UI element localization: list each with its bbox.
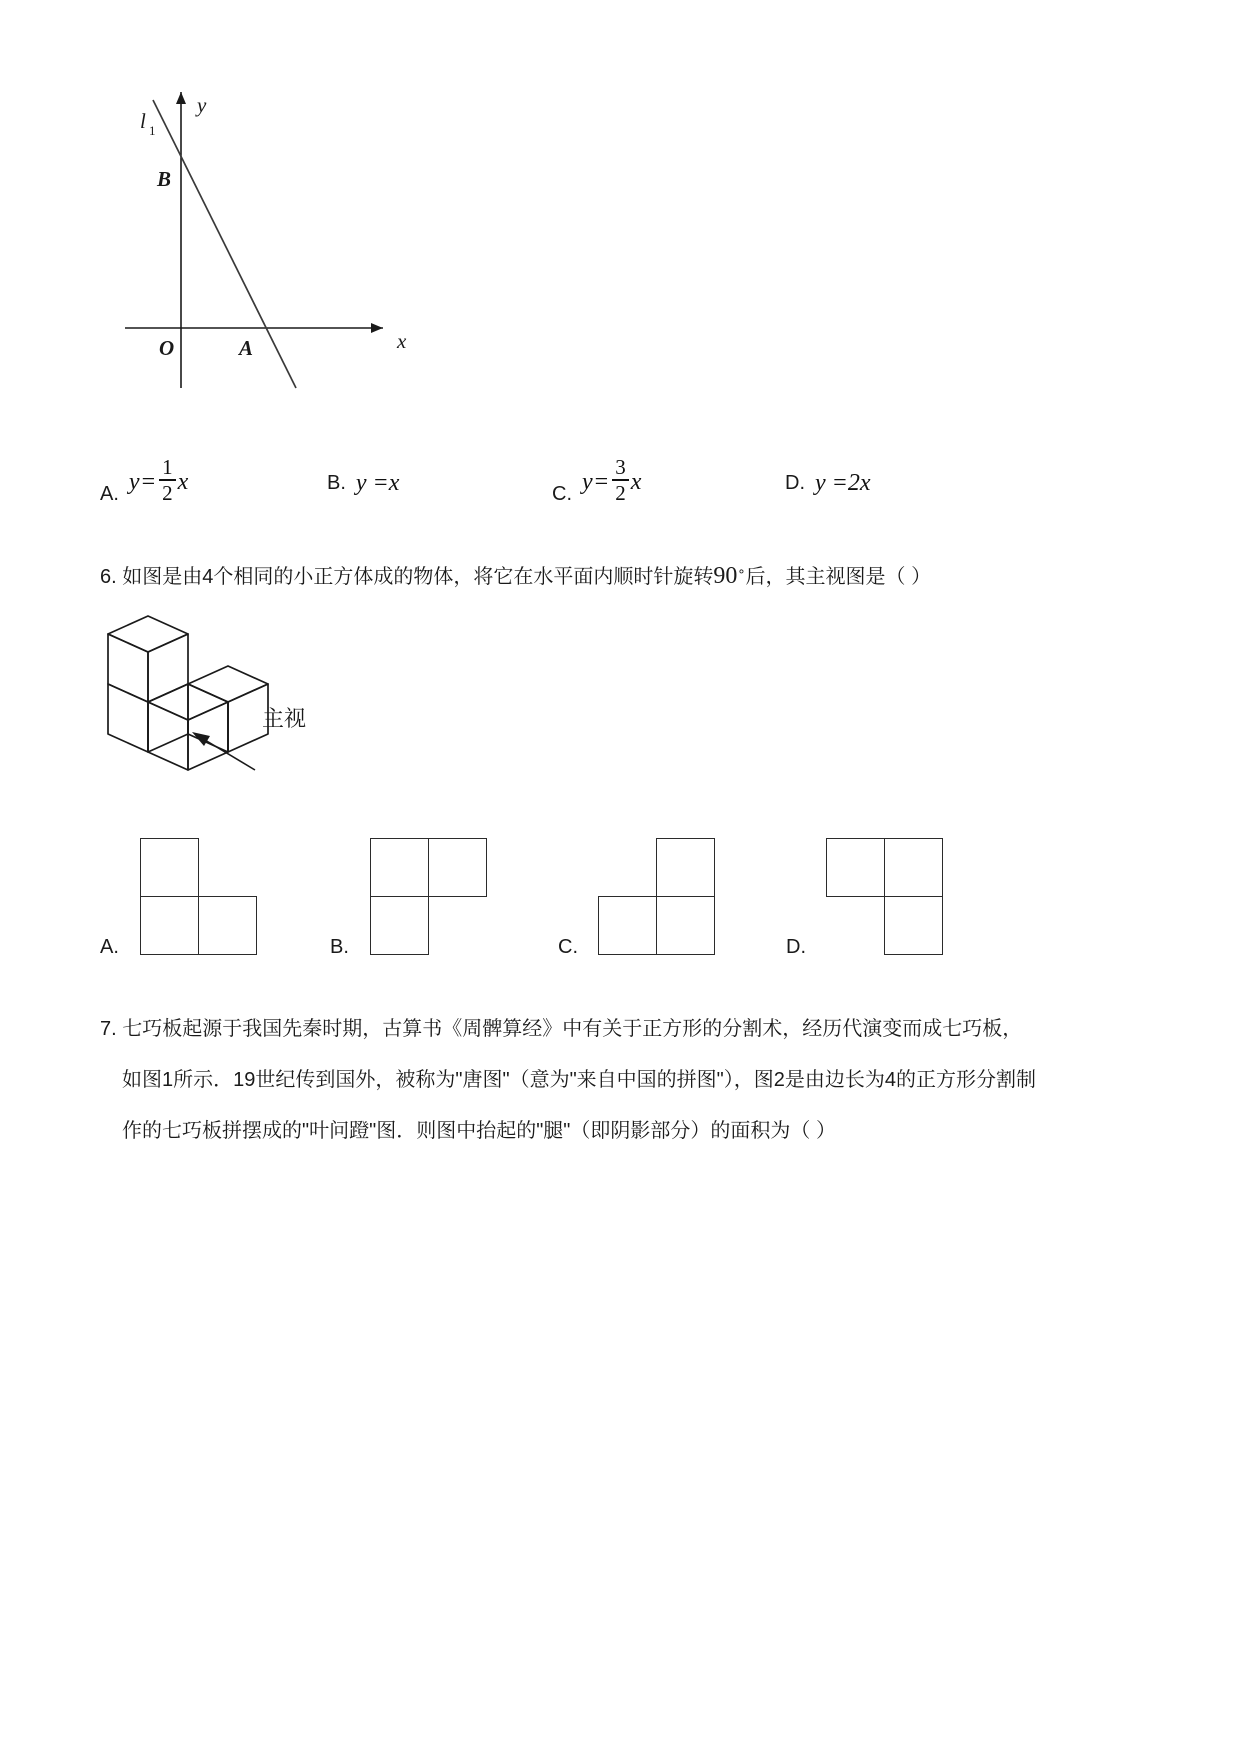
cube-right-top-face (188, 666, 268, 702)
option-a-lhs: y (128, 468, 140, 495)
square-cell-top-right (656, 838, 715, 897)
square-cell-bottom-right (884, 896, 943, 955)
option-a-denominator: 2 (162, 480, 173, 505)
question6-figure (100, 612, 430, 772)
option-letter-c: C. (552, 482, 572, 505)
option-letter-a: A. (100, 482, 119, 505)
y-axis-arrow (176, 92, 186, 104)
square-cell-top-left (826, 838, 885, 897)
degree-symbol-icon: ∘ (737, 563, 746, 579)
option-c-operator: = (594, 468, 609, 495)
option-c-expression (582, 455, 642, 506)
option-c-lhs: y (582, 468, 593, 495)
square-cell-bottom-left (370, 896, 429, 955)
line-label-l1-subscript: 1 (149, 123, 156, 138)
question5-option-d[interactable] (785, 471, 871, 495)
coordinate-graph-svg (105, 70, 435, 415)
option-b-shape (370, 838, 488, 956)
option-c-shape (598, 838, 716, 956)
option-letter-c: C. (558, 936, 578, 958)
cube-solid-svg (100, 612, 430, 782)
option-letter-b: B. (330, 936, 349, 958)
cube-left-face-upper (108, 634, 148, 702)
cube-top-face (108, 616, 188, 652)
option-a-shape (140, 838, 258, 956)
question7-line2: 如图1所示．19世纪传到国外，被称为"唐图"（意为"来自中国的拼图"），图2是由边长为4的正方形分割制 (122, 1069, 1037, 1091)
square-cell-top-left (370, 838, 429, 897)
option-letter-d: D. (786, 936, 806, 958)
option-a-numerator: 1 (162, 455, 173, 479)
front-view-label: 主视 (262, 706, 307, 731)
question6-stem (100, 562, 931, 591)
option-d-expression: y =2x (815, 470, 871, 496)
question6-text-part1: 如图是由4个相同的小正方体成的物体，将它在水平面内顺时针旋转 (122, 566, 714, 588)
question5-option-c[interactable] (552, 455, 642, 506)
question6-option-a[interactable] (100, 838, 330, 958)
question5-option-b[interactable] (327, 471, 399, 495)
question6-options (0, 838, 1241, 958)
square-cell-top-right (884, 838, 943, 897)
option-a-operator: = (141, 468, 156, 495)
option-a-fraction (159, 456, 176, 504)
square-cell-bottom-right (656, 896, 715, 955)
option-b-expression: y =x (355, 470, 400, 496)
question6-degree-value: 90 (713, 563, 738, 589)
axis-label-y: y (197, 93, 207, 117)
question6-text-part2: 后，其主视图是（ ） (745, 566, 932, 588)
line-l1 (153, 100, 296, 388)
option-c-fraction (612, 456, 629, 504)
question5-figure (105, 70, 435, 415)
cube-left-face-lower (108, 684, 148, 752)
axis-label-x: x (397, 329, 407, 353)
question7-line1 (100, 1017, 1022, 1041)
option-a-expression (128, 455, 189, 506)
option-c-denominator: 2 (615, 480, 626, 505)
question6-option-d[interactable] (786, 838, 1016, 958)
question7-number: 7. (100, 1018, 117, 1040)
square-cell-bottom-left (140, 896, 199, 955)
question7-line1-text: 七巧板起源于我国先秦时期，古算书《周髀算经》中有关于正方形的分割术，经历代演变而成七巧板， (122, 1018, 1023, 1040)
option-a-variable: x (177, 468, 189, 495)
option-letter-b: B. (327, 472, 346, 494)
option-letter-a: A. (100, 936, 119, 958)
question6-option-c[interactable] (558, 838, 788, 958)
line-label-l1: l (140, 109, 146, 133)
point-label-b: B (157, 167, 172, 191)
option-c-variable: x (630, 468, 642, 495)
square-cell-top-left (140, 838, 199, 897)
question5-option-a[interactable] (100, 455, 189, 506)
option-letter-d: D. (785, 472, 805, 494)
square-cell-bottom-right (198, 896, 257, 955)
square-cell-top-right (428, 838, 487, 897)
question6-number: 6. (100, 566, 117, 588)
question6-option-b[interactable] (330, 838, 560, 958)
question7-line3: 作的七巧板拼摆成的"叶问蹬"图．则图中抬起的"腿"（即阴影部分）的面积为（ ） (122, 1120, 836, 1142)
option-c-numerator: 3 (615, 455, 626, 479)
x-axis-arrow (371, 323, 383, 333)
point-label-origin: O (159, 336, 175, 360)
square-cell-bottom-left (598, 896, 657, 955)
option-d-shape (826, 838, 944, 956)
question5-options (0, 440, 1241, 505)
cube-front-face-upper (148, 634, 188, 702)
point-label-a: A (239, 336, 254, 360)
view-direction-arrow-head (192, 732, 210, 746)
